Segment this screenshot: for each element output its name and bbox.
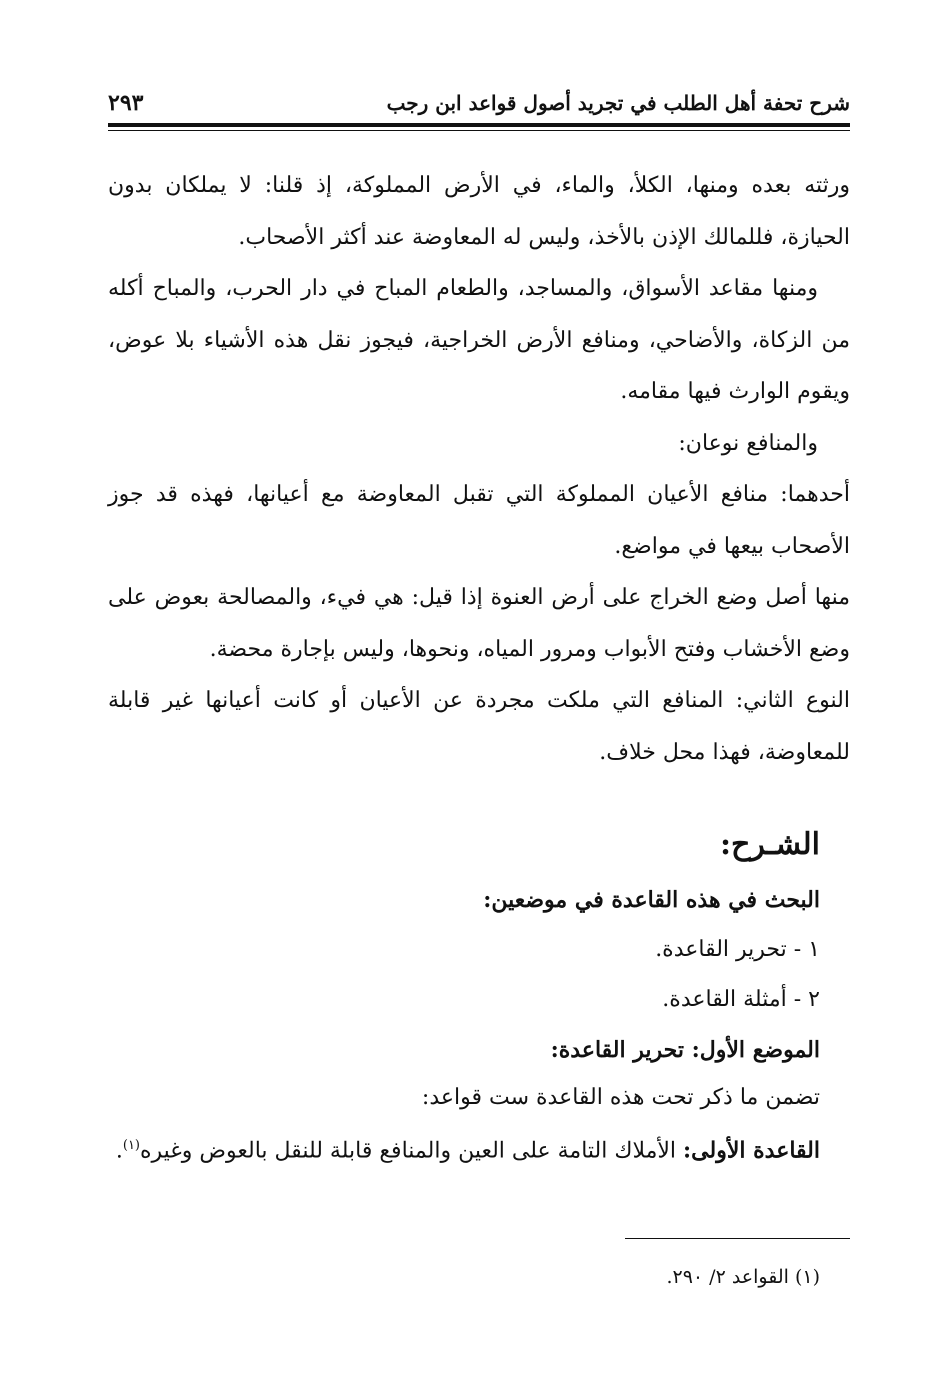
research-heading: البحث في هذه القاعدة في موضعين: [483, 887, 820, 913]
list-item: ١ - تحرير القاعدة. [655, 937, 820, 962]
sharh-section [108, 815, 850, 1176]
sharh-heading: الشـرح: [719, 827, 820, 862]
footnote: (١) القواعد ٢/ ٢٩٠. [666, 1266, 820, 1288]
rule-one-text: الأملاك التامة على العين والمنافع قابلة للنقل بالعوض وغيره [140, 1138, 677, 1164]
paragraph: أحدهما: منافع الأعيان المملوكة التي تقبل المعاوضة مع أعيانها، فهذه قد جوز الأصحاب بيعها في مواضع. [108, 482, 850, 559]
rule-one-line [108, 1121, 850, 1176]
first-topic-heading: الموضع الأول: تحرير القاعدة: [550, 1037, 820, 1063]
paragraph: منها أصل وضع الخراج على أرض العنوة إذا قيل: هي فيء، والمصالحة بعوض على وضع الأخشاب وفتح الأبواب ومرور المياه، ونحوها، وليس بإجارة محضة. [108, 585, 850, 662]
header-rule-thick [108, 123, 850, 127]
header-rule-thin [108, 130, 850, 131]
running-title: شرح تحفة أهل الطلب في تجريد أصول قواعد ابن رجب [386, 91, 850, 115]
footnote-marker: (١) [122, 1138, 140, 1153]
list-item: ٢ - أمثلة القاعدة. [662, 987, 820, 1012]
contains-line: تضمن ما ذكر تحت هذه القاعدة ست قواعد: [421, 1085, 820, 1110]
paragraph: ومنها مقاعد الأسواق، والمساجد، والطعام المباح في دار الحرب، والمباح أكله من الزكاة، والأضاحي، ومنافع الأرض الخراجية، فيجوز نقل هذه الأشياء بلا عوض، ويقوم الوارث فيها مقامه. [108, 276, 850, 404]
rule-one-end: . [115, 1138, 123, 1164]
paragraph: ورثته بعده ومنها، الكلأ، والماء، في الأرض المملوكة، إذ قلنا: لا يملكان بدون الحيازة، فللمالك الإذن بالأخذ، وليس له المعاوضة عند أكثر الأصحاب. [108, 173, 850, 250]
paragraph: والمنافع نوعان: [678, 430, 818, 456]
page-number: ٢٩٣ [108, 90, 144, 116]
rule-one-label: القاعدة الأولى: [683, 1137, 820, 1164]
paragraph: النوع الثاني: المنافع التي ملكت مجردة عن الأعيان أو كانت أعيانها غير قابلة للمعاوضة، فهذا محل خلاف. [108, 688, 850, 765]
page-header [108, 86, 850, 120]
main-text [108, 160, 850, 778]
footnote-separator [625, 1238, 850, 1239]
